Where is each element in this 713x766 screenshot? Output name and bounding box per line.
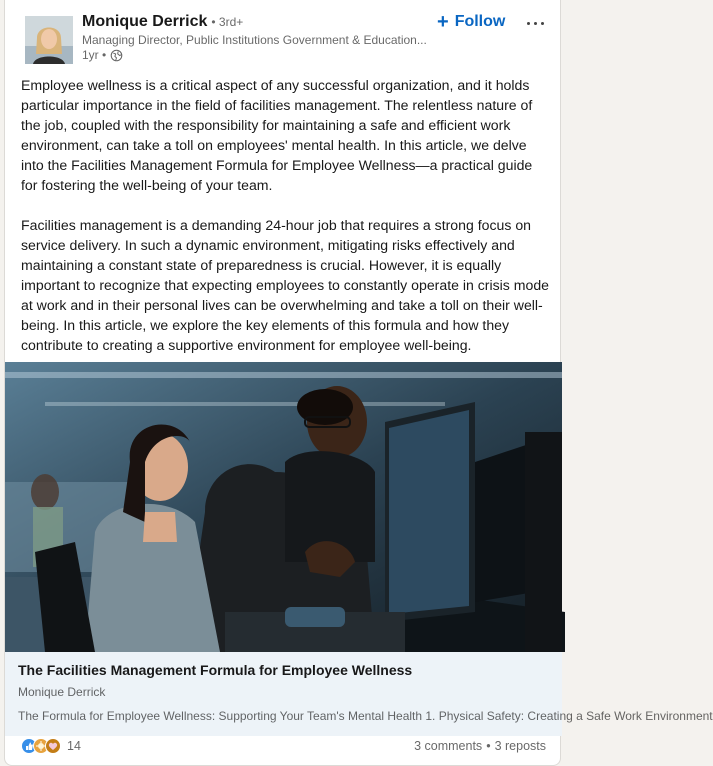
follow-button[interactable]: [437, 12, 505, 32]
post-time: 1yr •: [82, 48, 107, 62]
post-text: [21, 75, 551, 375]
comments-count-link[interactable]: 3 comments: [414, 739, 483, 753]
author-meta: [82, 13, 442, 62]
article-description: The Formula for Employee Wellness: Supporting Your Team's Mental Health 1. Physical Safety: Creating a Safe Work Environment: [18, 709, 713, 723]
feed-post-card: [4, 0, 713, 766]
article-link-preview[interactable]: [5, 652, 713, 736]
author-avatar[interactable]: [25, 16, 73, 64]
post-header: [5, 0, 560, 72]
connection-degree: • 3rd+: [211, 15, 244, 29]
post-paragraph: Facilities management is a demanding 24-hour job that requires a strong focus on service delivery. In such a dynamic environment, mitigating risks effectively and maintaining a constant state of preparedness is crucial. However, it is equally important to recognize that expecting employees to constantly operate in crisis mode at work and in their personal lives can be overwhelming and take a toll on their well-being. In this article, we explore the key elements of this formula and how they contribute to creating a supportive environment for employee well-being.: [21, 217, 550, 353]
plus-icon: +: [437, 11, 449, 33]
article-author: Monique Derrick: [18, 685, 106, 699]
reaction-count: 14: [67, 739, 81, 753]
overflow-menu-icon[interactable]: [523, 11, 547, 35]
reposts-count-link[interactable]: 3 reposts: [494, 739, 546, 753]
separator: •: [486, 739, 491, 753]
author-headline: Managing Director, Public Institutions Government & Education...: [82, 33, 427, 47]
article-title[interactable]: The Facilities Management Formula for Employee Wellness: [18, 662, 413, 678]
post-paragraph: Employee wellness is a critical aspect of any successful organization, and it holds particular importance in the field of facilities management. The relentless nature of the job, coupled with the responsibility for maintaining a safe and efficient work environment, can take a toll on employees' mental health. In this article, we delve into the Facilities Management Formula for Employee Wellness—a practical guide for fostering the well-being of your team.: [21, 77, 533, 193]
globe-icon: [110, 49, 123, 62]
follow-label: Follow: [454, 13, 506, 30]
social-counts: [5, 736, 562, 766]
article-image[interactable]: [5, 362, 562, 652]
author-name[interactable]: Monique Derrick: [82, 13, 208, 30]
comment-repost-counts: [414, 739, 546, 753]
support-reaction-icon: [45, 738, 61, 754]
reactions-summary[interactable]: [21, 738, 81, 754]
